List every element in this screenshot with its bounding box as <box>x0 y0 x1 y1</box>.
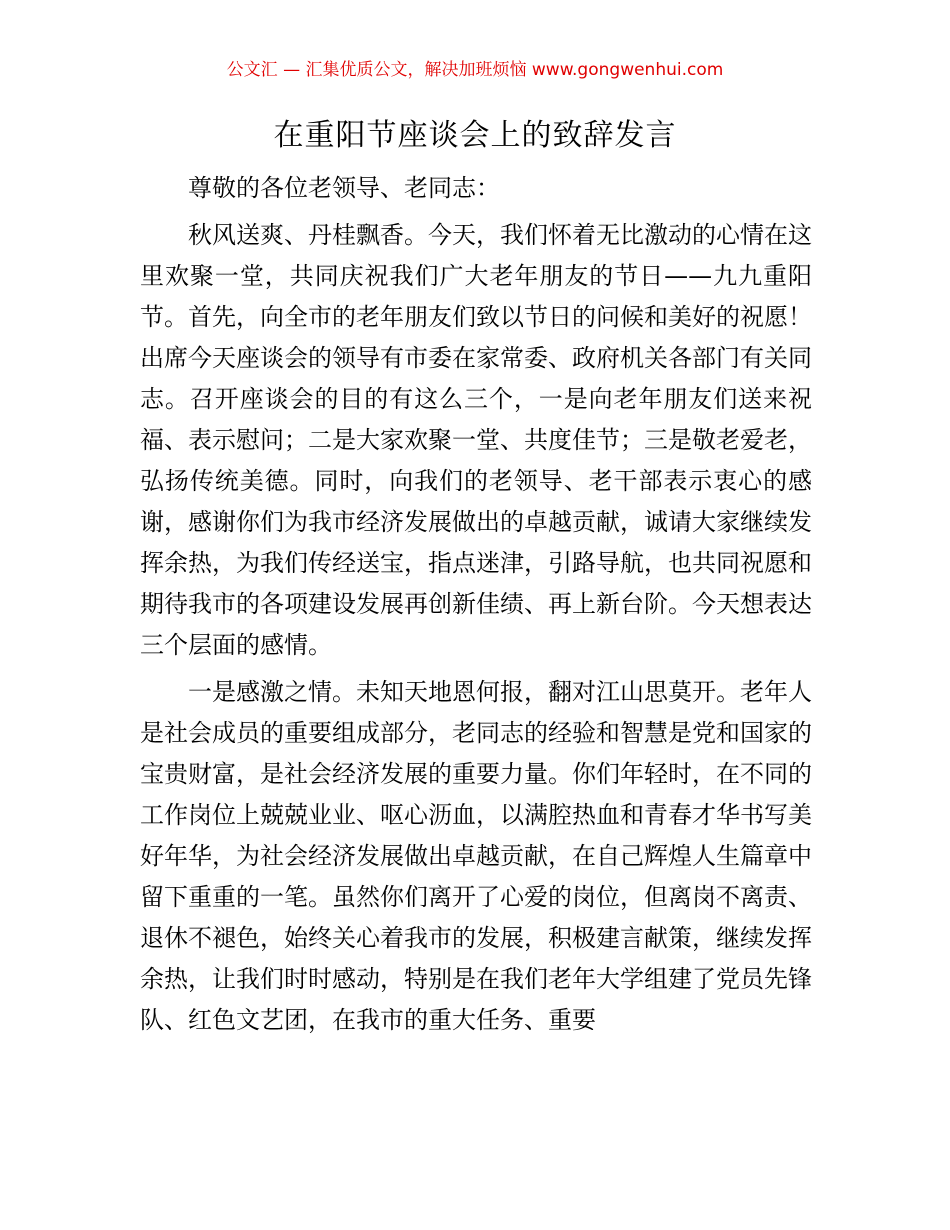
paragraph-2: 一是感激之情。未知天地恩何报，翻对江山思莫开。老年人是社会成员的重要组成部分，老同志的经验和智慧是党和国家的宝贵财富，是社会经济发展的重要力量。你们年轻时，在不同的工作岗位上兢兢业业、呕心沥血，以满腔热血和青春才华书写美好年华，为社会经济发展做出卓越贡献，在自己辉煌人生篇章中留下重重的一笔。虽然你们离开了心爱的岗位，但离岗不离责、退休不褪色，始终关心着我市的发展，积极建言献策，继续发挥余热，让我们时时感动，特别是在我们老年大学组建了党员先锋队、红色文艺团，在我市的重大任务、重要 <box>140 678 812 1034</box>
paragraph-1: 秋风送爽、丹桂飘香。今天，我们怀着无比激动的心情在这里欢聚一堂，共同庆祝我们广大老年朋友的节日——九九重阳节。首先，向全市的老年朋友们致以节日的问候和美好的祝愿！出席今天座谈会的领导有市委在家常委、政府机关各部门有关同志。召开座谈会的目的有这么三个，一是向老年朋友们送来祝福、表示慰问；二是大家欢聚一堂、共度佳节；三是敬老爱老，弘扬传统美德。同时，向我们的老领导、老干部表示衷心的感谢，感谢你们为我市经济发展做出的卓越贡献，诚请大家继续发挥余热，为我们传经送宝，指点迷津，引路导航，也共同祝愿和期待我市的各项建设发展再创新佳绩、再上新台阶。今天想表达三个层面的感情。 <box>140 221 812 659</box>
header-banner: 公文汇 — 汇集优质公文，解决加班烦恼 www.gongwenhui.com <box>226 60 724 80</box>
document-body <box>140 168 812 1047</box>
document-title: 在重阳节座谈会上的致辞发言 <box>273 118 677 153</box>
salutation: 尊敬的各位老领导、老同志： <box>188 174 500 202</box>
